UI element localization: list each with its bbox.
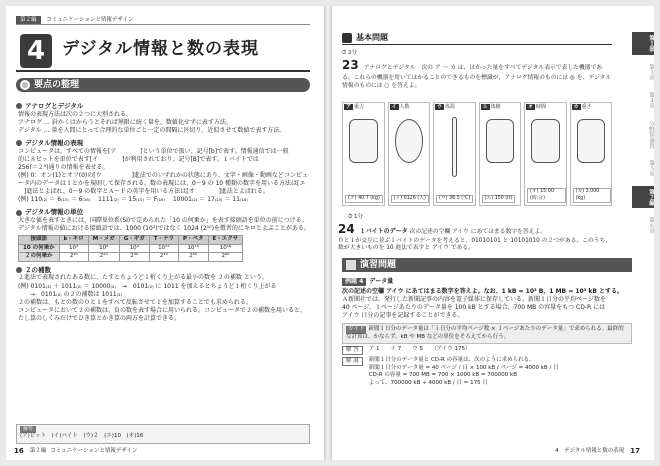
device-thermometer: ウ 体温 (ウ) 36.5 (℃)	[433, 102, 476, 206]
paragraph: 256(＝２⁸)通りの情報を表せる。	[18, 164, 109, 171]
side-tab[interactable]: 第２編	[632, 186, 654, 209]
side-tab[interactable]: 第５章	[648, 160, 654, 177]
paragraph: ]進法とよばれ、0〜9 の数字とＡ〜Ｆの英字を用いる方法は[オ ]進法とよばれる。	[18, 188, 269, 196]
section-title: 要点の整理	[34, 80, 80, 90]
exercise-heading: 演習問題	[342, 258, 632, 272]
bullet-icon	[16, 267, 22, 273]
device-counter: イ 人数 (イ) 0126 (人)	[388, 102, 431, 206]
side-index	[632, 32, 654, 243]
paragraph: → 0101₍₂₎ の２の補数は 1011₍₂₎	[18, 290, 123, 298]
chapter-number: 4	[20, 34, 52, 68]
question-number: 23	[342, 58, 359, 73]
question-text: 次の記述の空欄 アイウ にあてはまる数字を答えよ。	[409, 229, 547, 236]
subheading: デジタル情報の単位	[16, 208, 310, 217]
side-tab[interactable]: 分野別演習	[648, 120, 654, 148]
pencil-icon	[342, 33, 352, 43]
prefix-table: 接頭語 k・キロ M・メガ G・ギガ T・テラ P・ペタ E・エクサ 10 の何乗か 10³ 10⁶ 10⁹ 10¹² 10¹⁵ 10¹⁸ ２の何乗か 2¹⁰ 2²⁰ 2³⁰ 2⁴⁰ 2⁵⁰ 2⁶⁰	[18, 235, 243, 261]
left-page	[6, 6, 324, 460]
paragraph: デジタル情報の値における接頭語では、1000 (10³)ではなく 1024 (2¹⁰)を慣習的にキロとよぶことがある。	[18, 225, 310, 233]
example-label: 例題 4	[342, 278, 366, 286]
paragraph: コンピュータは、すべての情報を[ア ]という単位で扱い、記号[b]で表す。情報通信では一般	[18, 147, 289, 155]
time-estimate: ⏱ 1分	[348, 214, 364, 220]
footer-title: コミュニケーションと情報デザイン	[50, 447, 138, 454]
subheading: ２の補数	[16, 266, 310, 275]
paragraph: デジタル … 量を人間にとって合理的な単位ごと一定の間隔に区切り、近似させて数値で表す方法。	[18, 126, 286, 134]
table-row: ２の何乗か 2¹⁰ 2²⁰ 2³⁰ 2⁴⁰ 2⁵⁰ 2⁶⁰	[19, 253, 243, 261]
device-meter: エ 体積 (エ) 150 (lt)	[479, 102, 522, 206]
summary-content	[16, 98, 310, 323]
scale-icon	[349, 119, 378, 163]
thermometer-icon	[452, 117, 457, 177]
bullet-icon	[16, 103, 22, 109]
question-text: アナログとデジタル 次の ア 〜 カ は、はかった量をすべてデジタル表示で表した機器である。これらの機器を用いてはかることのできるものを標識が、アナログ情報のものには ◎ を、デジタル情報のものには ○ を答えよ。	[342, 65, 612, 90]
page-footer	[555, 447, 646, 456]
answer-text: (ア)ビット (イ)バイト (ウ)２ (エ)10 (オ)16	[20, 433, 144, 440]
right-page	[332, 6, 654, 460]
side-tab[interactable]: 第３章	[648, 63, 654, 80]
example-problem: 例題 4 データ量 次の記述の空欄 アイウ にあてはまる数字を答えよ。なお、1 kB = 10³ B、1 MB = 10³ kB とする。 Ａ新聞社では、発行した新聞記事の内容を電子媒体に保存している。新聞１日分の平均ページ数を 40 ページ、１ページあたりのデータ量を 100 kB とする場合、700 MB の容量をもつ CD-R には アイウ 日分の記事を記録することができる。 ガイド 新聞１日分のデータ量は「１日分の平均ページ数 × １ページあたりのデータ量」で求められる。最終的な計算は、かならず、kB や MB などの単位をそろえてから行う。 解 答 ア 1 イ 7 ウ 5 （アイウ 175） 解 説 新聞１日分のデータ量と CD-R の容量は、次のように求められる。 新聞１日分のデータ量 = 40 ページ / 日 × 100 kB / ページ = 4000 kB / 日 CD-R の容量 = 700 MB = 700 × 1000 kB = 700000 kB よって、700000 kB ÷ 4000 kB / 日 = 175 日	[342, 278, 632, 387]
paragraph: (例) 110₍₂₎ ＝ 6₍₁₀₎ ＝ 6₍₁₆₎ 1111₍₂₎ ＝ 15₍₁₀₎ ＝ F₍₁₆₎ 10001₍₂₎ ＝ 17₍₁₀₎ ＝ 11₍₁₆₎	[18, 196, 248, 204]
chapter-title: デジタル情報と数の表現	[62, 39, 259, 59]
running-header	[16, 16, 310, 25]
hint-box: ガイド 新聞１日分のデータ量は「１日分の平均ページ数 × １ページあたりのデータ量」で求められる。最終的な計算は、かならず、kB や MB などの単位をそろえてから行う。	[342, 323, 632, 344]
side-tab[interactable]: 第１部	[632, 32, 654, 55]
side-tab[interactable]: 第４章	[648, 92, 654, 109]
part-label: 第２編	[16, 16, 41, 24]
section-bar	[16, 78, 310, 92]
footer-title: 4 デジタル情報と数の表現	[555, 447, 625, 454]
part-title: コミュニケーションと情報デザイン	[46, 17, 134, 23]
question-number: 24	[338, 222, 355, 237]
side-tab[interactable]: 第６章	[648, 217, 654, 234]
book-gutter	[324, 6, 332, 460]
question-24: ⏱ 1分 24 １バイトのデータ 次の記述の空欄 アイウ にあてはまる数字を答えよ。 ０と１が交互に並ぶ１バイトのデータを考えると、01010101 と 10101010 の２つがある。このうち、 数が大きいものを 10 進法で表すと アイウ である。	[338, 214, 612, 252]
answer-label: 解答	[20, 426, 36, 433]
page-footer	[14, 447, 138, 456]
paragraph: コンピュータにおいて２の補数は、負の数を表す場合に用いられる。コンピュータで２の補数を用いると、	[18, 306, 307, 314]
device-clock: オ 時間 (オ) 15:00 (時:分)	[524, 102, 567, 206]
answer-box	[16, 424, 310, 444]
paragraph: たし算のしくみだけでひき算とかき算の両方を計算できる。	[18, 314, 181, 322]
paragraph: 情報の表現方法は次の２つに大別される。	[18, 110, 133, 118]
basic-problems-heading: 基本問題	[342, 32, 612, 45]
paragraph: アナログ … 針かくはからうとそれば無限に続く量を、数値化せずに表す方法。	[18, 118, 232, 126]
page-number: 16	[14, 446, 24, 455]
clock-icon	[531, 119, 560, 163]
paragraph: (例) 0：オン(1)とオフ(0)の[ウ ]進法でのいずれかの状態にあり、文字・画像・動画などコンピュ	[18, 172, 308, 180]
scale-icon	[577, 119, 606, 163]
paragraph: (例) 0101₍₂₎ ＋ 1011₍₂₎ ＝ 10000₍₂₎ → 0101₍₂₎ に 1011 を加えるとちょうど１桁くり上がる	[18, 282, 277, 290]
exercise-icon	[346, 260, 356, 270]
paragraph: 大きな値を表すときには、国際単位系(SI)で定められた「10 の何乗か」を表す接頭語を単位の前につける。	[18, 217, 308, 225]
meter-icon	[486, 119, 515, 163]
paragraph: ータ内のデータは１とかを規則して保存される。数の表現には、0〜9 の 10 種類の数字を用いる方法は[エ	[18, 180, 306, 188]
time-estimate: ⏱ 2分	[342, 50, 358, 56]
device-scale: ア 重力 (ア) 40.7 (kg)	[342, 102, 385, 206]
page-number: 17	[630, 446, 640, 455]
footer-part: 第２編	[29, 447, 47, 454]
subheading: アナログとデジタル	[16, 102, 310, 111]
device-figures	[342, 102, 612, 206]
chapter-heading	[16, 32, 310, 72]
counter-icon	[395, 119, 424, 163]
question-title: １バイトのデータ	[359, 228, 408, 236]
subheading: デジタル情報の表現	[16, 139, 310, 148]
answer-row: 解 答 ア 1 イ 7 ウ 5 （アイウ 175）	[342, 346, 632, 355]
paragraph: ２の補数は、もとの数の０と１をすべて反転させて１を加算することでも求められる。	[18, 298, 252, 306]
question-23	[342, 50, 612, 91]
explanation-row: 解 説 新聞１日分のデータ量と CD-R の容量は、次のように求められる。 新聞１日分のデータ量 = 40 ページ / 日 × 100 kB / ページ = 4000 kB / 日 CD-R の容量 = 700 MB = 700 × 1000 kB = 700000 kB よって、700000 kB ÷ 4000 kB / 日 = 175 日	[342, 357, 632, 387]
device-kitchen-scale: カ 重さ (カ) 3.000 (kg)	[570, 102, 613, 206]
section-icon	[20, 80, 30, 90]
table-row: 10 の何乗か 10³ 10⁶ 10⁹ 10¹² 10¹⁵ 10¹⁸	[19, 244, 243, 252]
bullet-icon	[16, 140, 22, 146]
bullet-icon	[16, 210, 22, 216]
example-title: データ量	[369, 278, 394, 285]
paragraph: 的に８ビットを単位で表す[イ ]が利用されており、記号[B]で表す。１バイトでは	[18, 155, 259, 163]
paragraph: ２進法で表現されたある数に、たすとちょうど１桁くり上がる最小の数を ２の補数 という。	[18, 274, 268, 282]
